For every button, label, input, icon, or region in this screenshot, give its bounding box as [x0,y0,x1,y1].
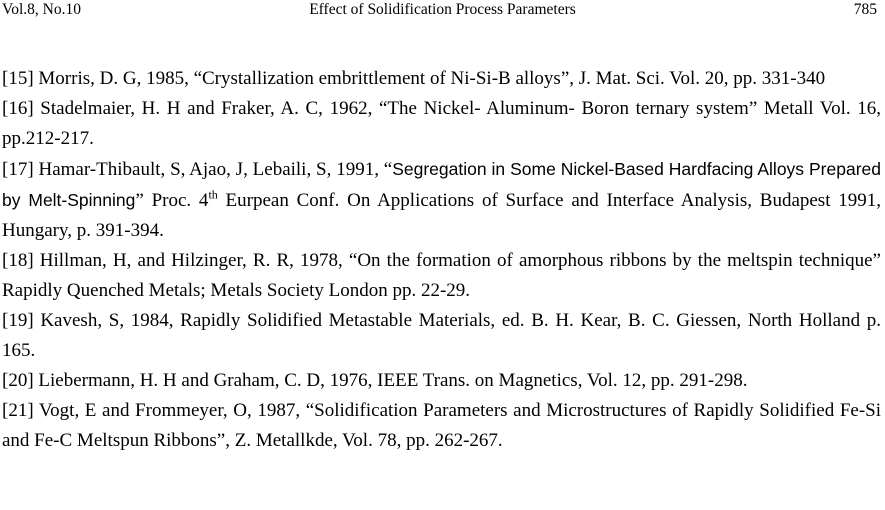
reference-17-prefix: [17] Hamar-Thibault, S, Ajao, J, Lebaili, S, 1991, “ [2,159,393,180]
journal-volume: Vol.8, No.10 [2,1,81,18]
reference-15: [15] Morris, D. G, 1985, “Crystallization embrittlement of Ni-Si-B alloys”, J. Mat. Sci. Vol. 20, pp. 331-340 [2,68,826,89]
running-title: Effect of Solidification Process Parameters [309,1,576,18]
reference-list [2,64,881,456]
reference-17-mid: ” Proc. 4 [135,190,209,211]
reference-21: [21] Vogt, E and Frommeyer, O, 1987, “Solidification Parameters and Microstructures of Rapidly Solidified Fe-Si and Fe-C Meltspun Ribbons”, Z. Metallkde, Vol. 78, pp. 262-267. [2,400,881,451]
reference-20: [20] Liebermann, H. H and Graham, C. D, 1976, IEEE Trans. on Magnetics, Vol. 12, pp. 291-298. [2,370,748,391]
running-header [0,0,885,22]
reference-17-superscript: th [208,187,218,202]
reference-19: [19] Kavesh, S, 1984, Rapidly Solidified Metastable Materials, ed. B. H. Kear, B. C. Giessen, North Holland p. 165. [2,310,881,361]
page-number: 785 [853,1,877,18]
reference-18: [18] Hillman, H, and Hilzinger, R. R, 1978, “On the formation of amorphous ribbons by the meltspin technique” Rapidly Quenched Metals; Metals Society London pp. 22-29. [2,250,881,301]
reference-16: [16] Stadelmaier, H. H and Fraker, A. C, 1962, “The Nickel- Aluminum- Boron ternary system” Metall Vol. 16, pp.212-217. [2,98,881,149]
reference-17-suffix: Eurpean Conf. On Applications of Surface and Interface Analysis, Budapest 1991, Hungary, p. 391-394. [2,190,881,241]
reference-17-title: Segregation in Some Nickel-Based Hardfacing Alloys Prepared by Melt-Spinning [2,159,881,210]
reference-17 [2,154,881,246]
